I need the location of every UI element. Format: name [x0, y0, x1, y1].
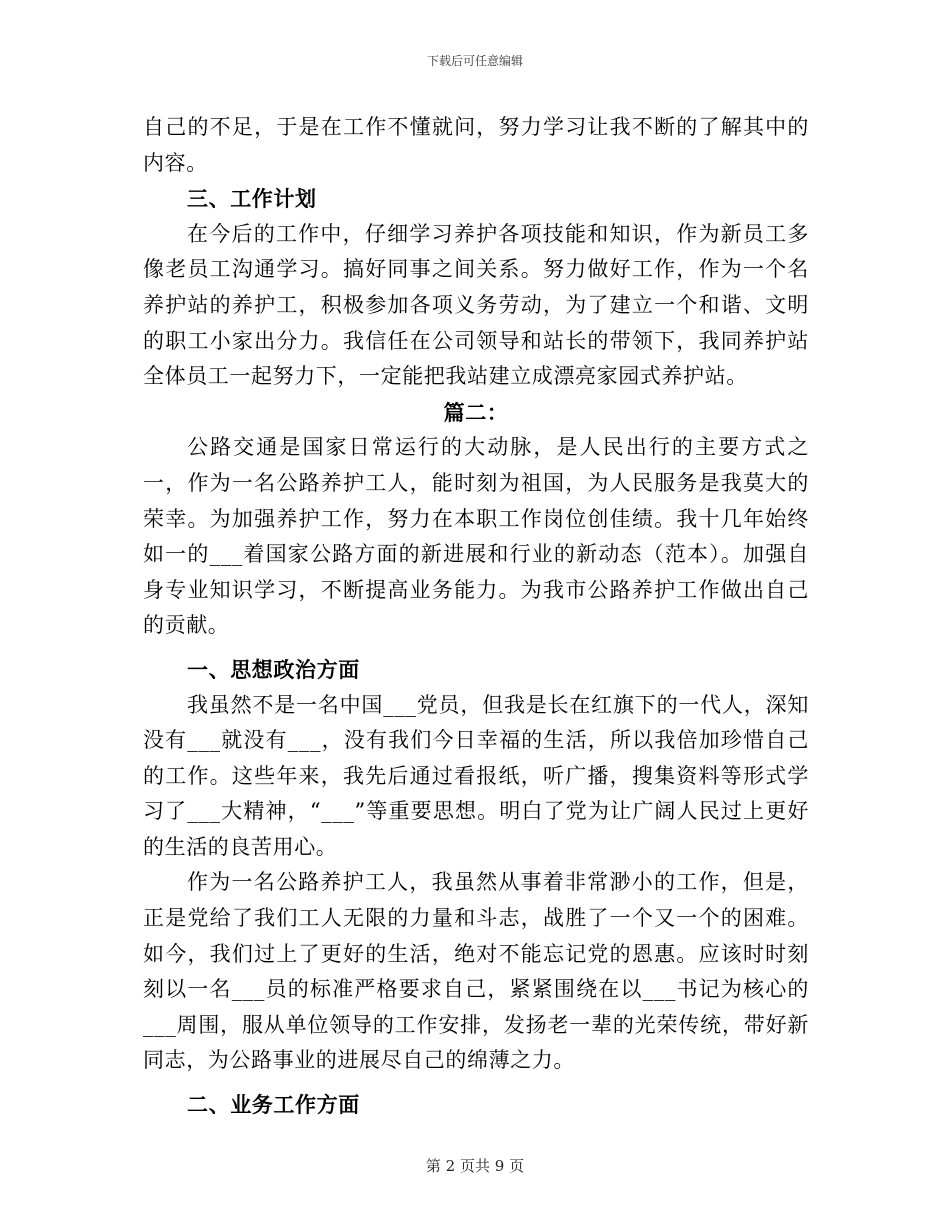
section-heading-business: 二、业务工作方面 — [187, 1092, 360, 1118]
part-title: 篇二： — [443, 399, 509, 425]
paragraph-work-plan: 在今后的工作中，仔细学习养护各项技能和知识，作为新员工多像老员工沟通学习。搞好同事之间关系。努力做好工作，作为一个名养护站的养护工，积极参加各项义务劳动，为了建立一个和谐、文明的职工小家出分力。我信任在公司领导和站长的带领下，我同养护站全体员工一起努力下，一定能把我站建立成漂亮家园式养护站。 — [143, 221, 809, 389]
page-header: 下载后可任意编辑 — [426, 54, 523, 68]
document-body — [143, 110, 809, 1123]
paragraph-political-1: 我虽然不是一名中国___党员，但我是长在红旗下的一代人，深知没有___就没有___，没有我们今日幸福的生活，所以我倍加珍惜自己的工作。这些年来，我先后通过看报纸，听广播，搜集资料等形式学习了___大精神，“___”等重要思想。明白了党为让广阔人民过上更好的生活的良苦用心。 — [143, 692, 809, 859]
page-footer: 第 2 页共 9 页 — [425, 1157, 525, 1175]
paragraph-intro: 公路交通是国家日常运行的大动脉，是人民出行的主要方式之一，作为一名公路养护工人，能时刻为祖国，为人民服务是我莫大的荣幸。为加强养护工作，努力在本职工作岗位创佳绩。我十几年始终如一的___着国家公路方面的新进展和行业的新动态（范本）。加强自身专业知识学习，不断提高业务能力。为我市公路养护工作做出自己的贡献。 — [143, 435, 809, 638]
section-heading-work-plan: 三、工作计划 — [187, 186, 317, 212]
section-heading-political: 一、思想政治方面 — [187, 656, 360, 682]
paragraph-political-2: 作为一名公路养护工人，我虽然从事着非常渺小的工作，但是，正是党给了我们工人无限的力量和斗志，战胜了一个又一个的困难。如今，我们过上了更好的生活，绝对不能忘记党的恩惠。应该时时刻刻以一名___员的标准严格要求自己，紧紧围绕在以___书记为核心的___周围，服从单位领导的工作安排，发扬老一辈的光荣传统，带好新同志，为公路事业的进展尽自己的绵薄之力。 — [143, 870, 809, 1073]
paragraph-continuation: 自己的不足，于是在工作不懂就问，努力学习让我不断的了解其中的内容。 — [143, 115, 809, 175]
